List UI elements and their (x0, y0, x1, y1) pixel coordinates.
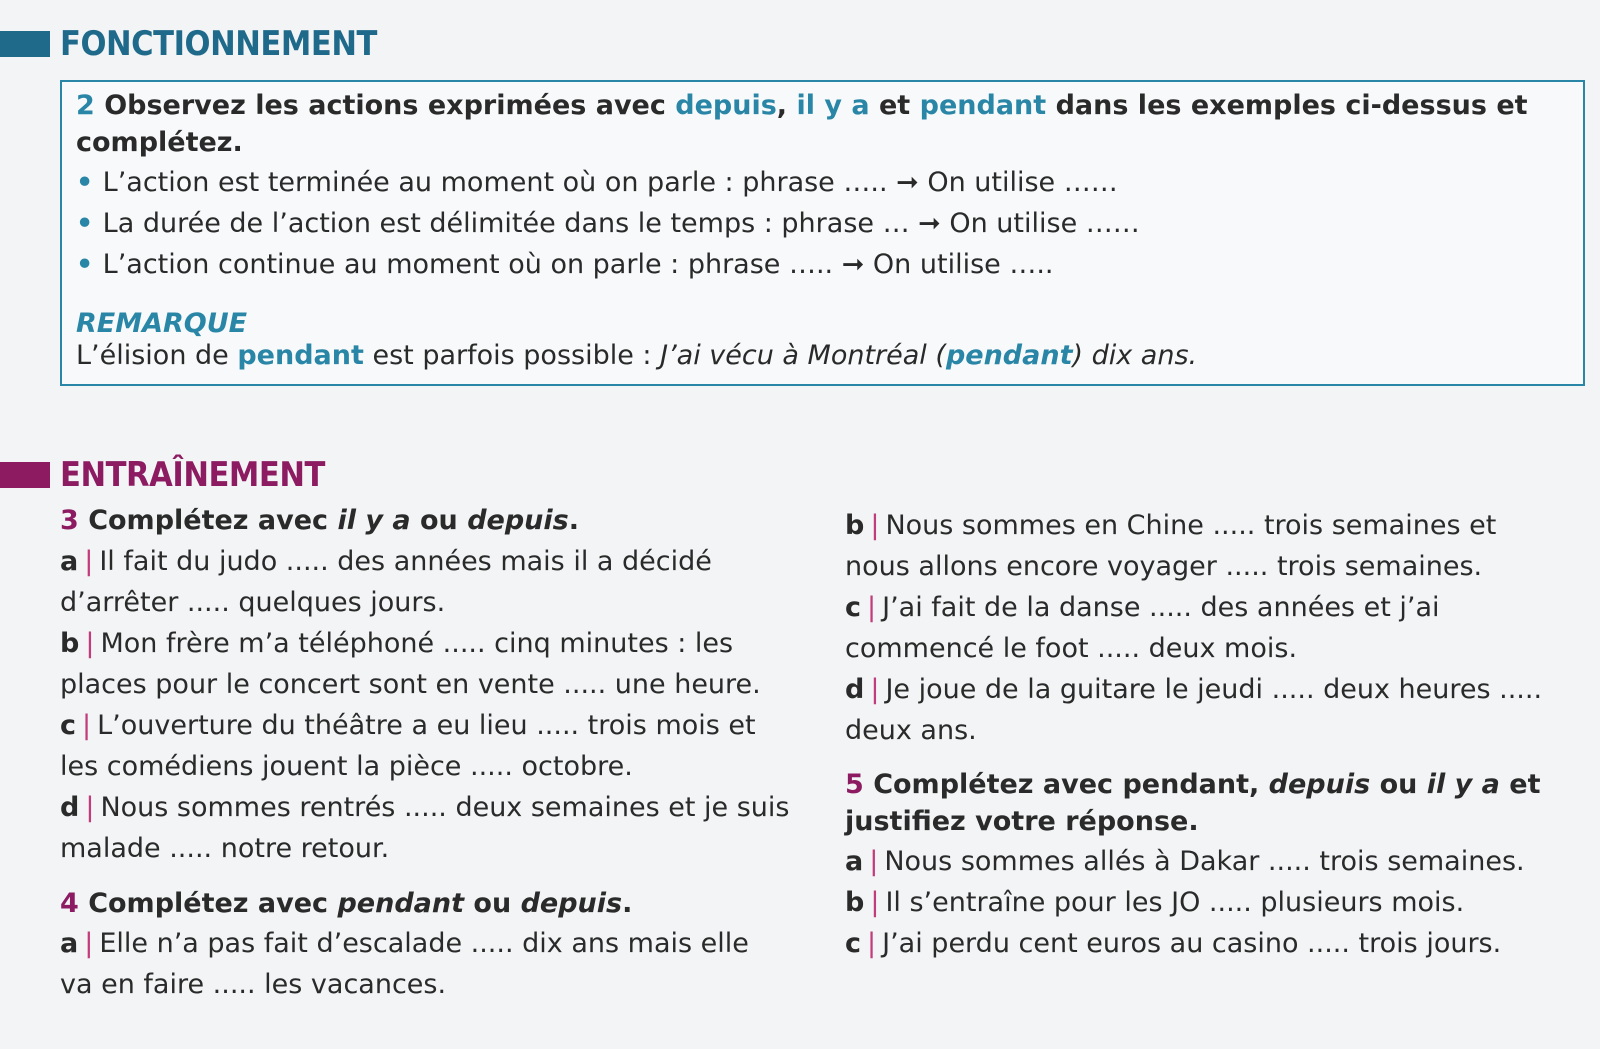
exercise-line (845, 887, 1464, 918)
item-text: Nous sommes allés à Dakar ..... trois semaines. (884, 846, 1525, 877)
heading-italic: depuis (1268, 769, 1371, 800)
section-marker-bar (0, 462, 50, 488)
exercise-line (845, 674, 1542, 705)
item-separator: | (82, 710, 92, 741)
exercise-line (60, 792, 790, 823)
heading-text: . (568, 505, 579, 536)
exercise-number: 5 (845, 769, 864, 800)
bullet-icon: • (76, 167, 103, 198)
exercise-line (60, 628, 733, 659)
instruction-text: Observez les actions exprimées avec (94, 90, 676, 121)
item-separator: | (84, 928, 94, 959)
exercise-number: 2 (76, 90, 95, 121)
item-separator: | (867, 928, 877, 959)
exercise-line: les comédiens jouent la pièce ..... octobre. (60, 751, 633, 782)
exercise-3-heading (60, 505, 579, 536)
bullet-item (76, 249, 1054, 280)
item-text: Nous sommes rentrés ..... deux semaines et je suis (100, 792, 790, 823)
section-title: FONCTIONNEMENT (60, 24, 377, 64)
exercise-line: va en faire ..... les vacances. (60, 969, 447, 1000)
bullet-icon: • (76, 249, 103, 280)
bullet-icon: • (76, 208, 103, 239)
exercise-line (60, 546, 712, 577)
exercise-line (845, 846, 1525, 877)
heading-text: et (1499, 769, 1541, 800)
item-letter: c (60, 710, 77, 741)
item-separator: | (870, 674, 880, 705)
item-text: Je joue de la guitare le jeudi ..... deux heures ..... (885, 674, 1543, 705)
bullet-text: L’action est terminée au moment où on parle : phrase ….. ➞ On utilise …… (102, 167, 1118, 198)
exercise-5-heading (845, 769, 1541, 800)
item-text: Mon frère m’a téléphoné ..... cinq minutes : les (100, 628, 734, 659)
item-letter: a (60, 928, 79, 959)
heading-italic: il y a (1426, 769, 1500, 800)
exercise-line: nous allons encore voyager ..... trois semaines. (845, 551, 1483, 582)
keyword-pendant: pendant (237, 340, 364, 371)
exercise-line: malade ..... notre retour. (60, 833, 390, 864)
heading-italic: depuis (520, 888, 623, 919)
remarque-segment: L’élision de (76, 340, 238, 371)
item-letter: d (845, 674, 865, 705)
remarque-example: ) dix ans. (1072, 340, 1198, 371)
heading-text: Complétez avec (78, 505, 338, 536)
exercise-5-heading-line-2: justifiez votre réponse. (845, 806, 1199, 837)
bullet-text: L’action continue au moment où on parle : phrase ….. ➞ On utilise ….. (102, 249, 1054, 280)
exercise-line: commencé le foot ..... deux mois. (845, 633, 1298, 664)
exercise-line (60, 710, 756, 741)
section-marker-bar (0, 31, 50, 57)
exercise-2-instruction-line-2: complétez. (76, 127, 243, 158)
heading-italic: depuis (467, 505, 569, 536)
keyword-depuis: depuis (675, 90, 777, 121)
bullet-item (76, 208, 1140, 239)
item-text: Il s’entraîne pour les JO ..... plusieurs mois. (885, 887, 1465, 918)
item-separator: | (867, 592, 877, 623)
heading-text: ou (410, 505, 468, 536)
remarque-label: REMARQUE (76, 308, 248, 339)
keyword-pendant: pendant (945, 340, 1073, 371)
item-letter: a (845, 846, 864, 877)
remarque-segment: est parfois possible : (363, 340, 661, 371)
item-letter: a (60, 546, 79, 577)
exercise-2-box (60, 80, 1585, 386)
item-separator: | (84, 546, 94, 577)
remarque-text (76, 340, 1197, 371)
heading-text: Complétez avec (78, 888, 338, 919)
item-text: Nous sommes en Chine ..... trois semaines et (885, 510, 1497, 541)
item-letter: b (845, 887, 865, 918)
item-letter: b (845, 510, 865, 541)
exercise-4-heading (60, 888, 632, 919)
exercise-2-instruction-line-1 (76, 90, 1528, 121)
heading-text: Complétez avec pendant, (863, 769, 1269, 800)
exercise-number: 3 (60, 505, 79, 536)
remarque-example: J’ai vécu à Montréal ( (660, 340, 946, 371)
item-separator: | (870, 510, 880, 541)
item-letter: c (845, 592, 862, 623)
item-separator: | (85, 628, 95, 659)
heading-italic: pendant (337, 888, 465, 919)
heading-italic: il y a (337, 505, 411, 536)
section-title: ENTRAÎNEMENT (60, 455, 325, 495)
heading-text: . (622, 888, 633, 919)
item-letter: d (60, 792, 80, 823)
item-separator: | (869, 846, 879, 877)
section-header-fonctionnement (0, 24, 412, 64)
keyword-pendant: pendant (919, 90, 1047, 121)
item-text: J’ai fait de la danse ..... des années et j’ai (882, 592, 1440, 623)
exercise-line (845, 928, 1501, 959)
item-text: L’ouverture du théâtre a eu lieu ..... trois mois et (97, 710, 756, 741)
instruction-text: , (776, 90, 797, 121)
exercise-line (845, 510, 1496, 541)
item-separator: | (870, 887, 880, 918)
exercise-line: places pour le concert sont en vente ..... une heure. (60, 669, 761, 700)
item-text: Il fait du judo ..... des années mais il a décidé (99, 546, 712, 577)
exercise-line (60, 928, 749, 959)
exercise-line: deux ans. (845, 715, 977, 746)
instruction-text: dans les exemples ci-dessus et (1046, 90, 1528, 121)
item-text: J’ai perdu cent euros au casino ..... trois jours. (882, 928, 1502, 959)
bullet-text: La durée de l’action est délimitée dans le temps : phrase … ➞ On utilise …… (102, 208, 1140, 239)
heading-text: ou (1370, 769, 1427, 800)
exercise-number: 4 (60, 888, 79, 919)
section-header-entrainement (0, 455, 354, 495)
instruction-text: et (869, 90, 920, 121)
exercise-line (845, 592, 1440, 623)
bullet-item (76, 167, 1118, 198)
item-letter: b (60, 628, 80, 659)
item-text: Elle n’a pas fait d’escalade ..... dix ans mais elle (99, 928, 749, 959)
item-letter: c (845, 928, 862, 959)
item-separator: | (85, 792, 95, 823)
exercise-line: d’arrêter ..... quelques jours. (60, 587, 446, 618)
keyword-il-y-a: il y a (796, 90, 870, 121)
heading-text: ou (464, 888, 521, 919)
